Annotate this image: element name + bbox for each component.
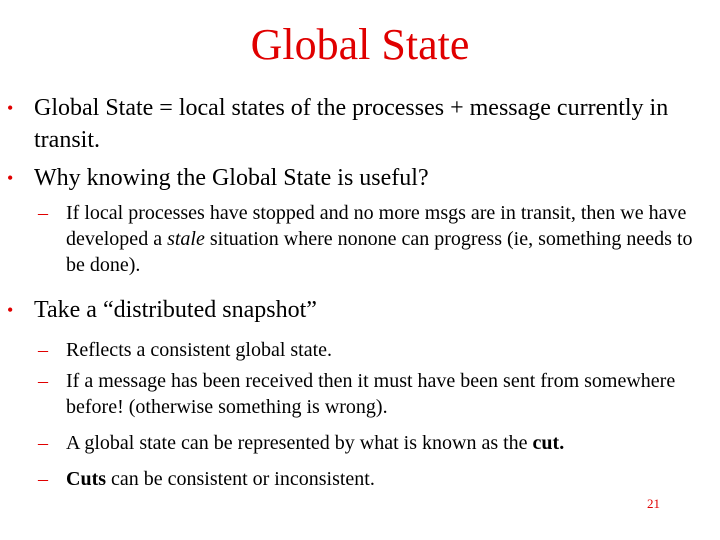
sub-bullet-text-pre: If local processes have stopped and no more msgs are in transit, then we have developed a — [66, 202, 687, 250]
dash-icon: – — [38, 202, 48, 224]
dash-icon: – — [38, 370, 48, 392]
bullet-distributed-snapshot — [7, 294, 684, 326]
bullet-text: Global State = local states of the processes + message currently in transit. — [34, 95, 669, 153]
sub-bullet-message-received — [38, 368, 696, 420]
sub-bullet-text-post: situation where nonone can progress (ie, something needs to be done). — [66, 228, 693, 276]
sub-bullet-cuts-consistency — [38, 466, 696, 492]
sub-bullet-text: If a message has been received then it must have been sent from somewhere before! (otherwise something is wrong). — [66, 370, 676, 418]
dash-icon: – — [38, 468, 48, 490]
sub-bullet-text: Reflects a consistent global state. — [66, 339, 333, 361]
bullet-global-state-definition — [7, 92, 684, 156]
sub-bullet-text-post: can be consistent or inconsistent. — [106, 468, 375, 490]
sub-bullet-cut-definition — [38, 430, 696, 456]
sub-bullet-text-pre: A global state can be represented by what is known as the — [66, 432, 533, 454]
emphasis-cut: cut. — [532, 432, 565, 454]
emphasis-stale: stale — [167, 228, 205, 250]
sub-bullet-stale-situation — [38, 200, 696, 278]
page-number: 21 — [647, 496, 660, 511]
bullet-dot-icon: • — [7, 300, 14, 320]
emphasis-cuts: Cuts — [66, 468, 107, 490]
sub-bullet-consistent-state — [38, 337, 696, 363]
bullet-dot-icon: • — [7, 98, 14, 118]
dash-icon: – — [38, 339, 48, 361]
bullet-text: Take a “distributed snapshot” — [34, 297, 317, 323]
bullet-why-useful — [7, 162, 684, 194]
dash-icon: – — [38, 432, 48, 454]
bullet-dot-icon: • — [7, 168, 14, 188]
slide-title: Global State — [250, 20, 470, 69]
bullet-text: Why knowing the Global State is useful? — [34, 165, 429, 191]
